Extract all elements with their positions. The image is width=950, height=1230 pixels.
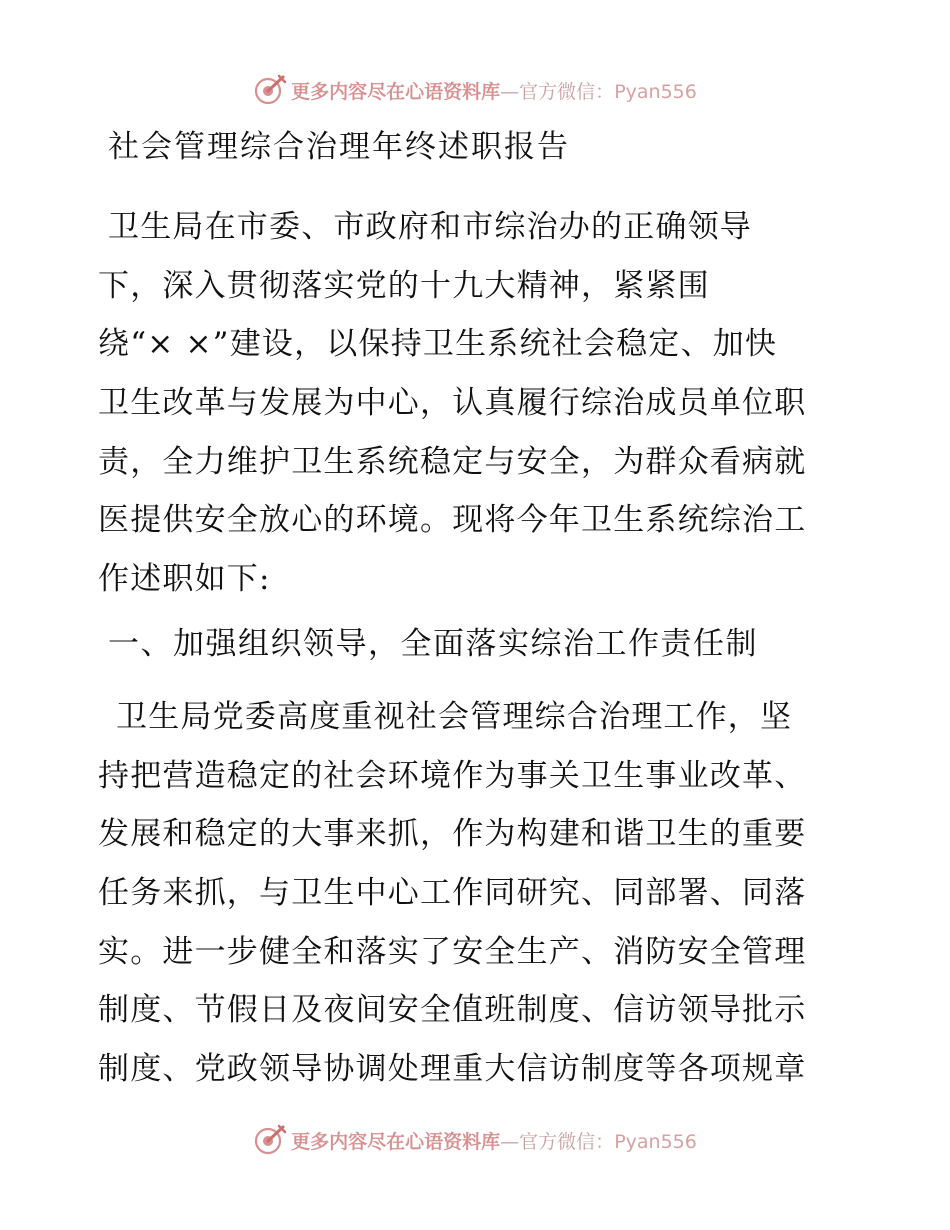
document-title: 社会管理综合治理年终述职报告 (108, 129, 570, 165)
watermark-main: 更多内容尽在心语资料库 (291, 1130, 501, 1153)
watermark-separator: — (500, 1130, 520, 1153)
paragraph-line: 持把营造稳定的社会环境作为事关卫生事业改革、 (98, 757, 807, 794)
watermark-separator: — (500, 80, 520, 103)
paragraph-line: 医提供安全放心的环境。现将今年卫生系统综治工 (98, 502, 807, 539)
watermark-label: 官方微信： (519, 80, 615, 103)
watermark-text (291, 1127, 697, 1154)
footer-watermark (0, 1120, 950, 1160)
paragraph-line: 发展和稳定的大事来抓，作为构建和谐卫生的重要 (98, 816, 807, 853)
paragraph-line: 卫生改革与发展为中心，认真履行综治成员单位职 (98, 385, 807, 422)
section-paragraph (98, 688, 850, 1099)
paragraph-line: 卫生局在市委、市政府和市综治办的正确领导 (108, 209, 752, 245)
pen-seal-logo-icon (253, 73, 287, 107)
paragraph-line: 绕“× ×”建设，以保持卫生系统社会稳定、加快 (98, 326, 778, 363)
watermark-text (291, 77, 697, 104)
section-heading: 一、加强组织领导，全面落实综治工作责任制 (108, 626, 758, 662)
intro-paragraph (98, 198, 850, 609)
paragraph-line: 责，全力维护卫生系统稳定与安全，为群众看病就 (98, 443, 807, 480)
watermark-main: 更多内容尽在心语资料库 (291, 80, 501, 103)
watermark-id: Pyan556 (614, 80, 697, 103)
watermark-label: 官方微信： (519, 1130, 615, 1153)
watermark-id: Pyan556 (614, 1130, 697, 1153)
paragraph-line: 实。进一步健全和落实了安全生产、消防安全管理 (98, 933, 807, 970)
paragraph-line: 下，深入贯彻落实党的十九大精神，紧紧围 (98, 267, 710, 304)
header-watermark (0, 70, 950, 110)
paragraph-line: 卫生局党委高度重视社会管理综合治理工作，坚 (116, 699, 793, 735)
paragraph-line: 任务来抓，与卫生中心工作同研究、同部署、同落 (98, 875, 807, 912)
pen-seal-logo-icon (253, 1123, 287, 1157)
paragraph-line: 制度、党政领导协调处理重大信访制度等各项规章 (98, 1051, 807, 1088)
paragraph-line: 制度、节假日及夜间安全值班制度、信访领导批示 (98, 992, 807, 1029)
paragraph-line: 作述职如下: (98, 561, 271, 598)
